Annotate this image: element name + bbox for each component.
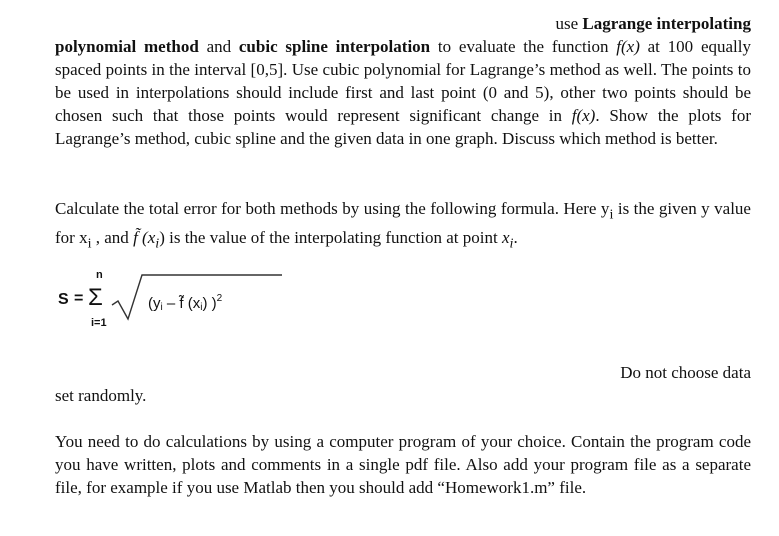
- error-formula: [55, 265, 285, 340]
- formula-lhs: S: [58, 291, 69, 308]
- note-line-left: set randomly.: [55, 386, 147, 405]
- paragraph-submission: You need to do calculations by using a computer program of your choice. Contain the program code you have written, plots and comments in a single pdf file. Also add your program file as a separate file, for example if you use Matlab then you should add “Homework1.m” file.: [55, 432, 751, 497]
- header-bold-text: Lagrange interpolating: [582, 14, 751, 33]
- formula-equals: =: [74, 290, 84, 307]
- text-fragment: , and: [91, 228, 134, 248]
- formula-subscript: i: [200, 302, 203, 313]
- subscript: i: [155, 235, 160, 252]
- interpolating-function: f̃ (x: [133, 228, 156, 248]
- header-line: [555, 12, 751, 35]
- text-fragment: Calculate the total error for both methods by using the following formula. Here y: [55, 199, 610, 218]
- formula-subscript: i: [160, 302, 163, 313]
- paragraph-assignment: [55, 35, 751, 150]
- formula-part: ) ): [202, 295, 217, 312]
- text-fragment: is the value of the interpolating function at point: [164, 228, 502, 248]
- sum-lower-limit: i=1: [91, 317, 107, 329]
- text-fragment: is the given y value for x: [55, 199, 751, 248]
- text-fragment: and: [198, 37, 239, 56]
- function-fx: f(x): [571, 106, 596, 125]
- text-fragment: ): [159, 228, 165, 248]
- sigma-symbol: Σ: [88, 284, 103, 311]
- header-prefix: use: [555, 14, 583, 33]
- formula-part: (y: [148, 295, 161, 312]
- subscript: i: [87, 235, 92, 252]
- formula-part: – f̃ (x: [162, 295, 201, 312]
- subscript: i: [509, 235, 514, 252]
- method-cubic-spline: cubic spline interpolation: [238, 37, 431, 56]
- paragraph-error: [55, 197, 751, 256]
- formula-body: [148, 293, 222, 313]
- sum-upper-limit: n: [96, 269, 103, 281]
- text-fragment: to evaluate the function: [430, 37, 617, 56]
- text-fragment: . Show the plots for Lagrange’s method, cubic spline and the given data in one graph. Discuss which method is better.: [55, 106, 751, 148]
- variable-x: x: [501, 228, 510, 248]
- formula-exponent: 2: [216, 293, 223, 304]
- text-fragment: .: [513, 228, 518, 248]
- text-fragment: at 100 equally spaced points in the interval [0,5]. Use cubic polynomial for Lagrange’s method as well. The points to be used in interpolations should include first and last point (0 and 5), other two points should be chosen such that those points would represent significant change in: [55, 37, 751, 125]
- note-line-right: Do not choose data: [620, 363, 751, 382]
- method-lagrange: polynomial method: [55, 37, 199, 56]
- function-fx: f(x): [616, 37, 640, 56]
- subscript: i: [609, 206, 614, 223]
